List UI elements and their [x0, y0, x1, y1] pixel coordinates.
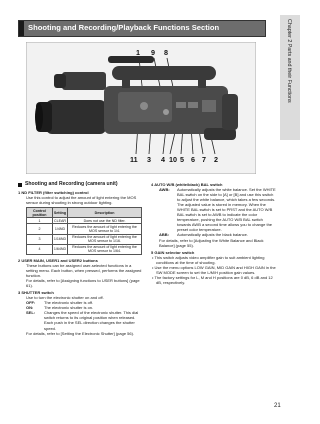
gain-bullet-text: The factory settings for L, M and H positions are 0 dB, 6 dB and 12 dB, respectively. [154, 274, 273, 285]
table-cell: Reduces the amount of light entering the MOS sensor to 1/16. [68, 234, 142, 244]
section-title: Shooting and Recording/Playback Functions Section [28, 23, 220, 32]
title-accent [19, 21, 24, 36]
callout-3: 3 [147, 155, 151, 164]
option-key: SEL: [26, 310, 36, 316]
table-header: Control position [27, 208, 53, 218]
table-row [27, 234, 142, 244]
user-buttons-heading: 2 USER MAIN, USER1 and USER2 buttons [18, 257, 98, 263]
right-column [151, 182, 277, 285]
gain-heading: 5 GAIN selector switch [151, 249, 195, 255]
shutter-ref: For details, refer to [Setting the Electronic Shutter] (page 56). [26, 330, 135, 336]
gain-bullet: • The factory settings for L, M and H positions are 0 dB, 6 dB and 12 dB, respectively. [152, 274, 273, 285]
table-cell: 3 [27, 234, 53, 244]
table-header: Description [68, 208, 142, 218]
page-number: 21 [274, 403, 281, 409]
option-value: Automatically adjusts the black balance. [177, 232, 248, 238]
callout-7: 7 [202, 155, 206, 164]
awb-option [151, 187, 277, 232]
option-value: The electronic shutter is on. [44, 305, 94, 311]
awb-ref: For details, refer to [Adjusting the White Balance and Black Balance] (page 55). [159, 237, 264, 248]
option-value: The electronic shutter is off. [44, 300, 94, 306]
bullet-square-icon [18, 183, 22, 187]
table-cell: Reduces the amount of light entering the MOS sensor to 1/4. [68, 224, 142, 234]
gain-bullet: • Use the menu options LOW GAIN, MID GAIN and HIGH GAIN in the SW MODE screen to set the L/M/H position gain values. [152, 264, 276, 275]
chapter-label: Chapter 2 Parts and their Functions [286, 19, 292, 103]
left-column [18, 182, 144, 336]
table-cell: 1/64ND [52, 244, 67, 254]
table-cell: 1/16ND [52, 234, 67, 244]
callout-8: 8 [164, 48, 168, 57]
awb-option [151, 232, 277, 237]
gain-bullet: • This switch adjusts video amplifier gain to suit ambient lighting conditions at the time of shooting. [152, 254, 265, 265]
callout-5: 5 [180, 155, 184, 164]
table-cell: 4 [27, 244, 53, 254]
nd-filter-desc: Use this control to adjust the amount of light entering the MOS sensor during shooting in strong outdoor lighting. [26, 195, 137, 206]
subsection-title: Shooting and Recording (camera unit) [25, 181, 118, 187]
callout-11: 11 [130, 155, 138, 164]
callout-9: 9 [151, 48, 155, 57]
option-key: ABB: [159, 232, 169, 238]
chapter-side-tab [280, 15, 300, 140]
table-cell: 1/4ND [52, 224, 67, 234]
awb-heading: 4 AUTO W/B (white/black) BAL switch [151, 182, 223, 187]
table-header: Setting [52, 208, 67, 218]
table-row [27, 224, 142, 234]
nd-filter-table [26, 207, 142, 255]
option-value: Automatically adjusts the white balance. Set the WHITE BAL switch on the side to [A] or [B] and use this switch to adjust the white balance, which takes a few seconds. The adjusted value is stored in memory. When the WHITE BAL switch is set to PRST and the AUTO W/B BAL switch is set to AWB to indicate the color temperature, pushing the AUTO W/B BAL switch towards AWB a second time allows you to change the preset color temperature. [177, 187, 276, 233]
table-cell: 1 [27, 218, 53, 224]
callout-6: 6 [191, 155, 195, 164]
camera-illustration [26, 42, 256, 174]
nd-filter-heading: 1 ND FILTER (filter switching) control [18, 190, 89, 196]
table-row [27, 244, 142, 254]
shutter-desc: Use to turn the electronic shutter on and off. [26, 295, 104, 301]
table-cell: Does not use the ND filter. [68, 218, 142, 224]
callout-2: 2 [214, 155, 218, 164]
option-value: Changes the speed of the electronic shutter. This dial switch returns to its original position when released. Each push in the SEL direction changes the shutter speed. [44, 310, 139, 331]
table-cell: Reduces the amount of light entering the MOS sensor to 1/64. [68, 244, 142, 254]
option-key: ON: [26, 305, 34, 311]
gain-bullet-text: This switch adjusts video amplifier gain to suit ambient lighting conditions at the time of shooting. [154, 254, 265, 265]
option-key: OFF: [26, 300, 36, 306]
callout-4: 4 [161, 155, 165, 164]
shutter-heading: 3 SHUTTER switch [18, 290, 54, 296]
table-cell: CLEAR [53, 218, 66, 223]
section-title-bar [18, 20, 266, 37]
callout-10: 10 [169, 155, 177, 164]
user-buttons-desc: These buttons can be assigned user-selected functions in a setting menu. Each button, when pressed, performs the assigned function. [26, 262, 142, 279]
subsection-heading [18, 182, 144, 187]
user-buttons-ref: For details, refer to [Assigning functions to USER buttons] (page 61). [26, 278, 140, 289]
gain-bullet-text: Use the menu options LOW GAIN, MID GAIN and HIGH GAIN in the SW MODE screen to set the L/M/H position gain values. [154, 264, 276, 275]
shutter-option [18, 310, 144, 330]
callout-1: 1 [136, 48, 140, 57]
option-key: AWB: [159, 187, 170, 193]
table-cell: 2 [27, 224, 53, 234]
